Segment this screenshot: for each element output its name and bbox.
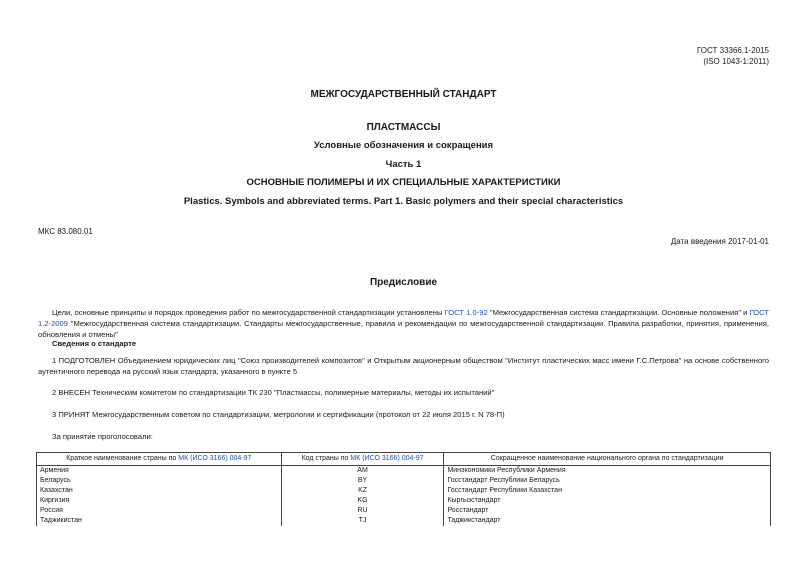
- iso-code: (ISO 1043-1:2011): [703, 57, 769, 66]
- gost-1-2-2009-link[interactable]: ГОСТ 1.2-2009: [38, 308, 770, 328]
- preface-paragraph: [38, 307, 769, 340]
- preface-text-b: "Межгосударственная система стандартизации. Основные положения" и: [487, 308, 750, 317]
- code-cell: TJ: [281, 516, 444, 526]
- country-cell: Армения: [37, 466, 282, 477]
- code-cell: KZ: [281, 486, 444, 496]
- body-cell: Минэкономики Республики Армения: [444, 466, 771, 477]
- country-cell: Россия: [37, 506, 282, 516]
- table-row: [37, 506, 771, 516]
- country-name-header: Краткое наименование страны по МК (ИСО 3166) 004-97: [37, 453, 282, 466]
- body-cell: Росстандарт: [444, 506, 771, 516]
- preface-heading: Предисловие: [369, 277, 438, 288]
- mk-iso-3166-link[interactable]: МК (ИСО 3166) 004-97: [350, 455, 424, 462]
- mks-code: МКС 83.080.01: [38, 227, 93, 236]
- subtitle-heading: Условные обозначения и сокращения: [313, 140, 494, 151]
- country-cell: Беларусь: [37, 476, 282, 486]
- table-row: [37, 486, 771, 496]
- preface-text-c: "Межгосударственная система стандартизации. Стандарты межгосударственные, правила и рекомендации по межгосударственной стандартизации. Правила разработки, принятия, применения, обновления и отмены": [38, 319, 769, 339]
- table-row: [37, 476, 771, 486]
- introduced-by-paragraph: 2 ВНЕСЕН Техническим комитетом по стандартизации ТК 230 "Пластмассы, полимерные материалы, методы их испытаний": [52, 388, 495, 397]
- code-cell: AM: [281, 466, 444, 477]
- table-row: [37, 466, 771, 477]
- body-cell: Госстандарт Республики Беларусь: [444, 476, 771, 486]
- code-cell: RU: [281, 506, 444, 516]
- gost-1-0-92-link[interactable]: ГОСТ 1.0-92: [444, 308, 488, 317]
- document-code: [697, 45, 769, 67]
- table-row: [37, 496, 771, 506]
- country-code-header: Код страны по МК (ИСО 3166) 004-97: [281, 453, 444, 466]
- code-cell: KG: [281, 496, 444, 506]
- country-cell: Киргизия: [37, 496, 282, 506]
- code-cell: BY: [281, 476, 444, 486]
- country-cell: Таджикистан: [37, 516, 282, 526]
- national-body-header: Сокращенное наименование национального органа по стандартизации: [444, 453, 771, 466]
- table-header-row: [37, 453, 771, 466]
- interstate-standard-heading: МЕЖГОСУДАРСТВЕННЫЙ СТАНДАРТ: [310, 89, 497, 100]
- body-cell: Госстандарт Республики Казахстан: [444, 486, 771, 496]
- part-heading: Часть 1: [385, 159, 422, 170]
- english-title: Plastics. Symbols and abbreviated terms. Part 1. Basic polymers and their special characteristics: [183, 196, 624, 207]
- voted-paragraph: За принятие проголосовали:: [52, 432, 153, 441]
- plastics-heading: ПЛАСТМАССЫ: [366, 122, 441, 133]
- body-cell: Таджикстандарт: [444, 516, 771, 526]
- country-cell: Казахстан: [37, 486, 282, 496]
- standard-info-heading: Сведения о стандарте: [52, 339, 137, 348]
- preface-text-a: Цели, основные принципы и порядок проведения работ по межгосударственной стандартизации установлены: [52, 308, 445, 317]
- voting-states-table: [36, 452, 771, 526]
- adopted-by-paragraph: 3 ПРИНЯТ Межгосударственным советом по стандартизации, метрологии и сертификации (протокол от 22 июля 2015 г. N 78-П): [52, 410, 505, 419]
- body-cell: Кыргызстандарт: [444, 496, 771, 506]
- basic-polymers-heading: ОСНОВНЫЕ ПОЛИМЕРЫ И ИХ СПЕЦИАЛЬНЫЕ ХАРАКТЕРИСТИКИ: [246, 177, 561, 188]
- effective-date: Дата введения 2017-01-01: [670, 237, 769, 246]
- mk-iso-3166-link[interactable]: МК (ИСО 3166) 004-97: [178, 455, 252, 462]
- prepared-by-paragraph: 1 ПОДГОТОВЛЕН Объединением юридических лиц "Союз производителей композитов" и Открытым акционерным обществом "Институт пластических масс имени Г.С.Петрова" на основе собственного аутентичного перевода на русский язык стандарта, указанного в пункте 5: [38, 356, 769, 376]
- table-row: [37, 516, 771, 526]
- gost-code: ГОСТ 33366.1-2015: [696, 46, 769, 55]
